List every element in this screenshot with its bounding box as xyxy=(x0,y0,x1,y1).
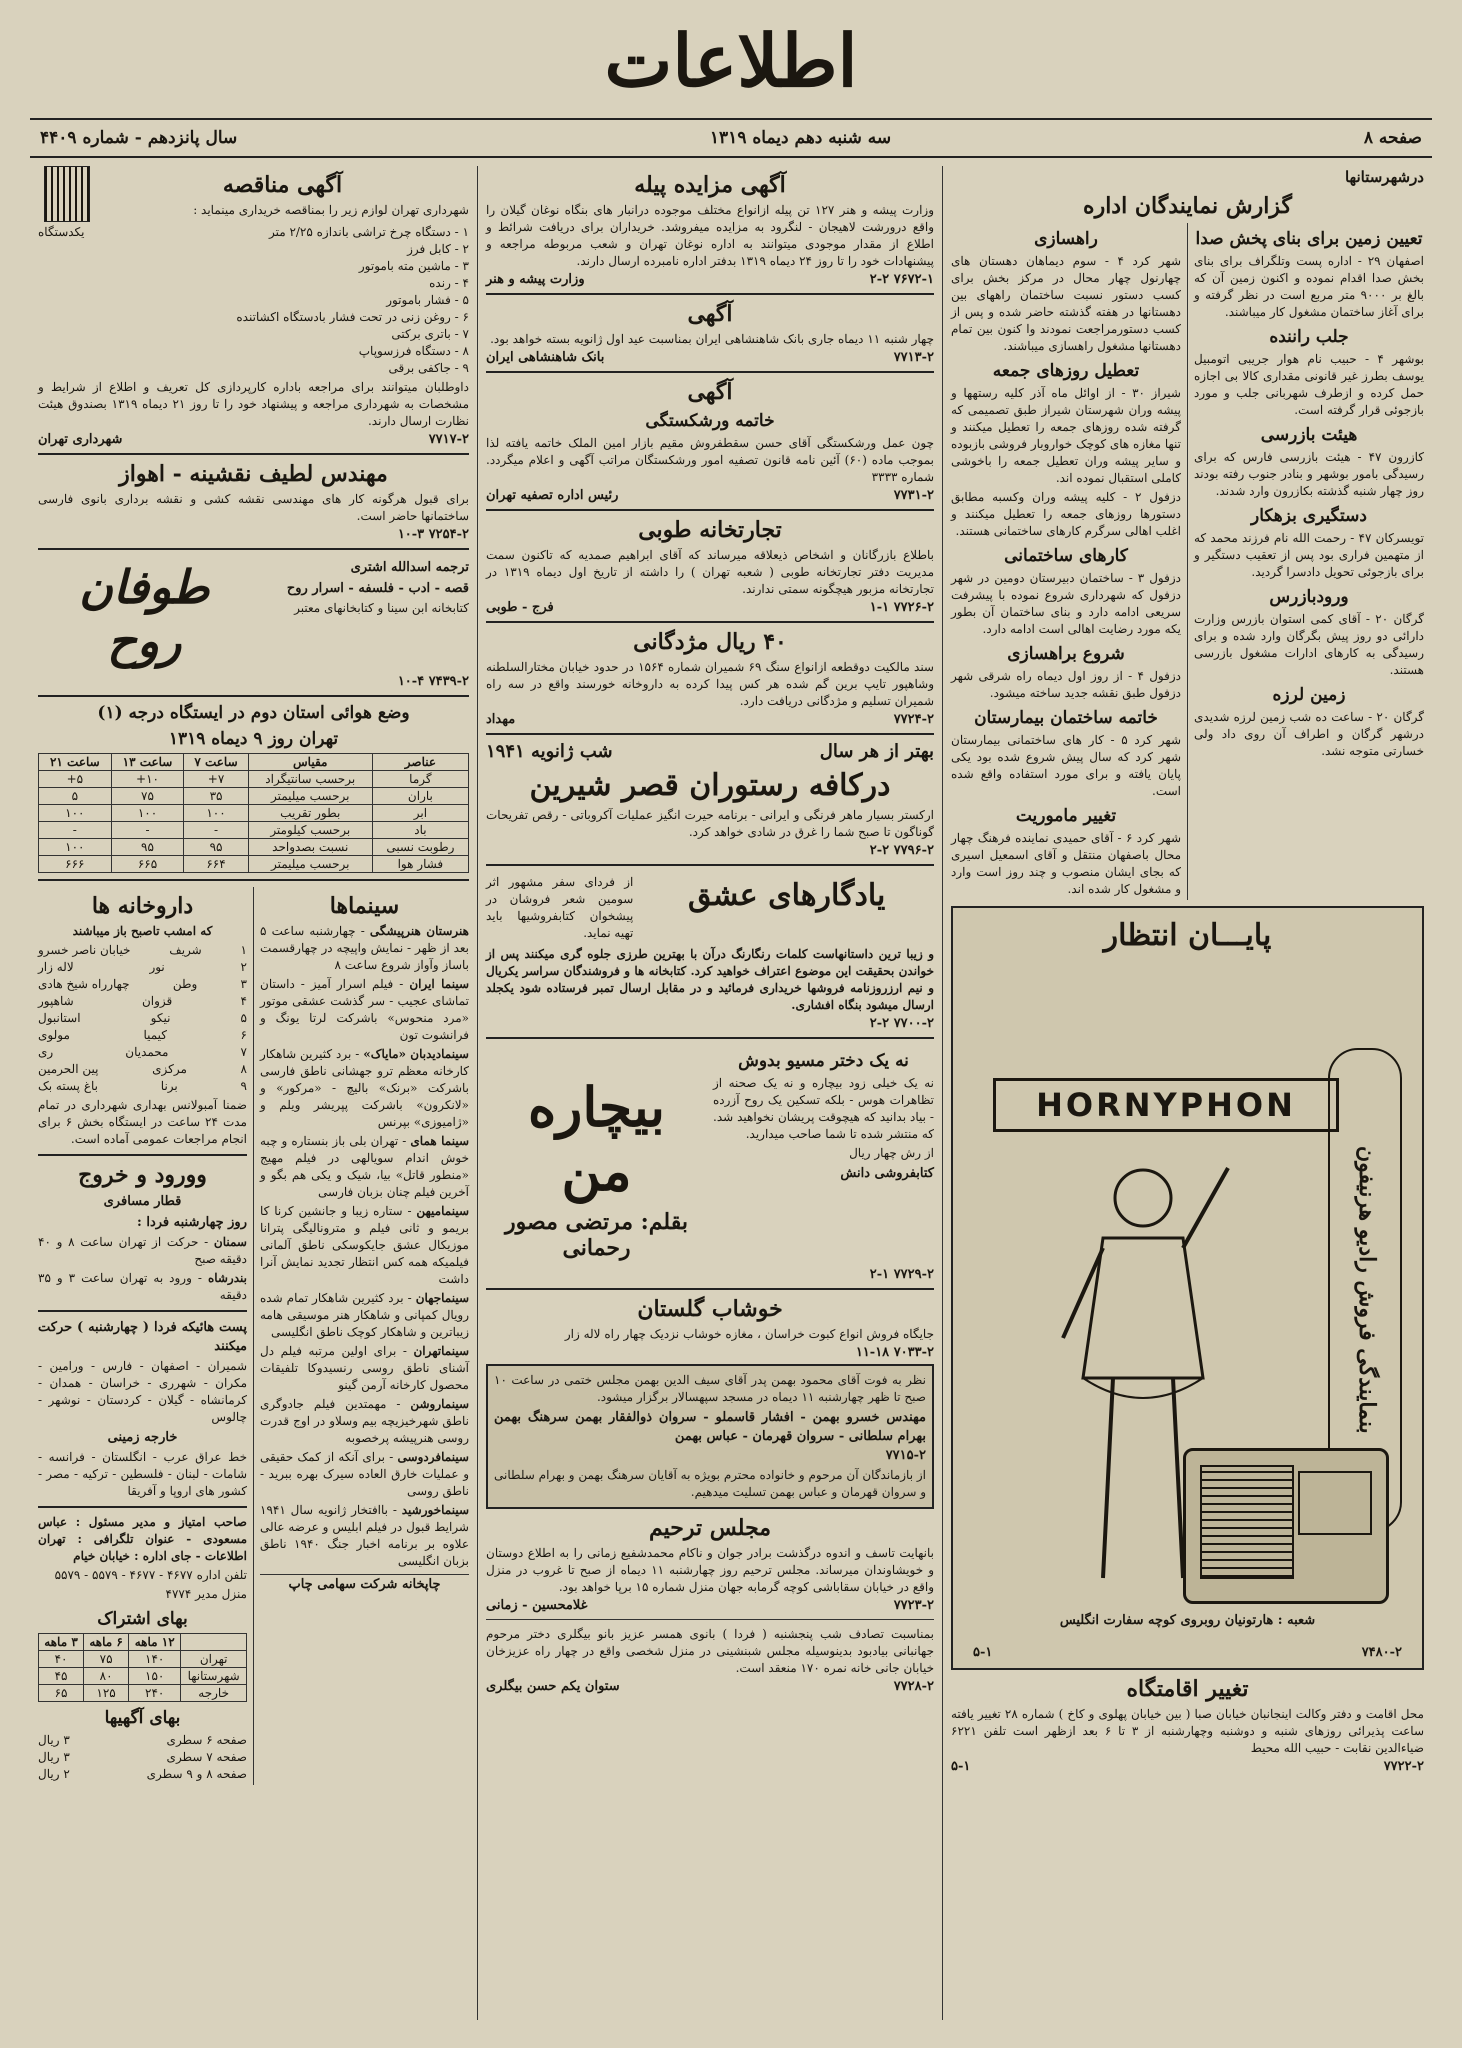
travel-title: وورود و خروج xyxy=(78,1162,207,1188)
travel-row: بندرشاه - ورود به تهران ساعت ۳ و ۳۵ دقیقه xyxy=(38,1271,247,1302)
pharmacies-subtitle: که امشب تاصبح باز میباشند xyxy=(72,924,213,938)
weather-table xyxy=(38,753,469,873)
book-ruh-code xyxy=(38,674,469,689)
news-heading: تعیین زمین برای بنای پخش صدا xyxy=(1195,229,1423,249)
memories-side-text: از فردای سفر مشهور اثر سومین شعر فروشان در پیشخوان کتابفروشیها باید تهیه نماید. xyxy=(486,875,634,940)
divider xyxy=(38,1154,247,1156)
news-text: بوشهر ۴ - حبیب نام هوار جریبی اتومبیل یوسف بطرز غیر قانونی مقداری کالا بی اجازه حمل کرده و ازطرف شهربانی جلب و مورد بازجوئی قرار گرفته است. xyxy=(1194,352,1424,417)
news-text: دزفول ۳ - ساختمان دبیرستان دومین در شهر دزفول که شهرداری شروع نموده با پیشرفت سریعی ادامه دارد و بنای ساختمان آن بطور یکه مورد رضایت اهالی است ادامه دارد. xyxy=(951,571,1181,636)
tender-intro: شهرداری تهران لوازم زیر را بمناقصه خریداری مینماید : xyxy=(193,203,469,217)
year-issue: سال پانزدهم - شماره ۴۴۰۹ xyxy=(40,128,238,148)
memories-text: و زیبا ترین داستانهاست کلمات رنگارنگ درآن با بهترین طرزی جلوه گری میکنند پس از خواندن بحقیقت این موضوع اعتراف خواهید کرد. کتابخانه ها و فروشندگان سراسر یکریال و نیم ارزروزنامه فروشها خریداری فرمائید و در مقابل ارسال تمبر فرستاده شود یکجلد ارسال میشود بنگاه افشاری. xyxy=(486,947,934,1012)
pharmacy-row: ۹ برنا باغ پسته بک xyxy=(38,1079,247,1093)
subscription-row: تهران ۱۴۰ ۷۵ ۴۰ xyxy=(39,1651,247,1668)
tender-text: داوطلبان میتوانند برای مراجعه باداره کارپردازی کل تعریف و اطلاع از شرایط و مشخصات به شهرداری مراجعه و پیشنهاد خود را تا روز ۲۱ دیماه ۱۳۱۹ بصندوق هیئت نظارت ارسال دارند. xyxy=(38,380,469,428)
tender-item: ۲ - کابل فرز xyxy=(407,242,469,256)
ad-title: تجارتخانه طوبی xyxy=(638,517,782,543)
divider xyxy=(38,879,469,881)
ad-title: آگهی مزایده پیله xyxy=(634,172,786,198)
travel-subtitle: قطار مسافری xyxy=(103,1194,182,1209)
subscription-title: بهای اشتراک xyxy=(97,1609,188,1629)
cinema-entry: سینماجهان - برد کثیرین شاهکار تمام شده رویال کمپانی و شاهکار هنر موسیقی هامه زیباترین و شاهکار کوچک ناطق انگلیسی xyxy=(260,1291,469,1339)
news-text: شیراز ۳۰ - از اوائل ماه آذر کلیه رستهها و پیشه وران شهرستان شیراز طبق تصمیمی که گرفته شده روزهای جمعه را تعطیل میکنند و تنها مغازه های کوچک خواروبار فروشی بازبوده و سایر پیشه وران تعطیل جمعه را باخوشی کاملی استقبال نموده اند. xyxy=(951,386,1181,485)
ad-signature: فرج - طوبی xyxy=(486,600,554,615)
ad-text: سند مالکیت دوقطعه ازانواع سنگ ۶۹ شمیران شماره ۱۵۶۴ در حدود خیابان مختارالسلطنه وشاهپور تایپ برین گم شده هر کس پیدا کرده به داروخانه خورسند واقع در سه راه شمیران تسلیم و مژدگانی دریافت دارد. xyxy=(486,660,934,708)
news-text: دزفول ۴ - از روز اول دیماه راه شرقی شهر دزفول طبق نقشه جدید ساخته میشود. xyxy=(951,669,1181,700)
news-text: اصفهان ۲۹ - اداره پست وتلگراف برای بنای بخش صدا اقدام نموده و اکنون زمین آن که بالغ بر ۹۰۰۰ متر مربع است در نظر گرفته و برای آغاز ساختمان مشغول کار میباشند. xyxy=(1194,254,1424,319)
translator: ترجمه اسدالله اشتری xyxy=(350,560,469,575)
tender-title: آگهی مناقصه xyxy=(222,172,343,198)
column-provinces xyxy=(942,166,1432,2020)
ad-title: آگهی xyxy=(687,379,733,405)
news-text: گرگان ۲۰ - ساعت ده شب زمین لرزه شدیدی درشهر گرگان و اطراف آن روی داد ولی خسارتی متوجه نشد. xyxy=(1194,710,1424,758)
book-ruh-ad xyxy=(38,556,469,672)
radio-illustration xyxy=(1183,1448,1389,1604)
services-column xyxy=(38,887,247,1785)
ad-code: ۷۶۷۲-۱ ۲-۲ xyxy=(869,272,934,287)
ad-code: ۷۴۸۰-۲ xyxy=(1361,1645,1402,1660)
ad-address: شعبه : هارتونیان روبروی کوچه سفارت انگلیس xyxy=(1059,1613,1316,1628)
ad-signature: رئیس اداره تصفیه تهران xyxy=(486,488,619,503)
pharmacies-title: داروخانه ها xyxy=(91,893,194,919)
tehran-municipality-emblem xyxy=(44,166,90,222)
weather-row: فشار هوا برحسب میلیمتر ۶۶۴ ۶۶۵ ۶۶۶ xyxy=(39,856,469,873)
news-text: کازرون ۴۷ - هیئت بازرسی فارس که برای رسیدگی بامور بوشهر و بنادر جنوب رفته بودند روز چهار شنبه گذشته بکازرون وارد شدند. xyxy=(1194,450,1424,498)
pharmacy-row: ۳ وطن چهارراه شیخ هادی xyxy=(38,977,247,991)
divider xyxy=(486,509,934,511)
ad-code: ۷۲۵۴-۲ ۱۰-۳ xyxy=(397,527,469,542)
news-text: شهر کرد ۴ - سوم دیماهان دهستان های چهارنول چهار محال در مرکز بخش برای کسب دستور نسبت ساختمان راههای بین دهستانها در هفته گذشته حاضر شده و پس از کسب دستورمراجعت نمودند وا کنون بین تمام دهستانها مشغول راهسازی میباشند. xyxy=(951,254,1181,353)
ad-footer xyxy=(486,712,934,727)
ad-text: چهار شنبه ۱۱ دیماه جاری بانک شاهنشاهی ایران بمناسبت عید اول ژانویه بسته خواهد بود. xyxy=(490,332,934,346)
divider xyxy=(486,1619,934,1620)
memories-side xyxy=(486,872,633,944)
ad-code: ۷۷۱۵-۲ xyxy=(885,1448,926,1463)
tender-footer xyxy=(38,432,469,447)
news-heading: خاتمه ساختمان بیمارستان xyxy=(974,708,1158,728)
book-title: بیچاره من xyxy=(527,1075,665,1203)
divider xyxy=(486,1288,934,1290)
pharmacy-list xyxy=(38,942,247,1095)
cinemas-title: سینماها xyxy=(329,893,400,919)
ad-code-row xyxy=(486,1345,934,1360)
book-ruh-logo: طوفان روح xyxy=(79,560,210,668)
ad-code: ۷۷۰۰-۲ ۲-۲ xyxy=(869,1016,934,1031)
memorial-title: مجلس ترحیم xyxy=(648,1515,772,1541)
news-heading: زمین لرزه xyxy=(1272,685,1346,705)
ad-title: ۴۰ ریال مژدگانی xyxy=(633,629,787,655)
travel-day: روز چهارشنبه فردا : xyxy=(137,1215,247,1230)
condolence-names: مهندس خسرو بهمن - افشار قاسملو - سروان ذوالفقار بهمن سرهنگ بهمن بهرام سلطانی - سروان قهرمان - عباس بهمن xyxy=(494,1410,926,1444)
cinema-entry: هنرستان هنرپیشگی - چهارشنبه ساعت ۵ بعد از ظهر - نمایش واپیچه در چهارقسمت باساز وآواز شروع ساعت ۸ xyxy=(260,924,469,972)
mail-title: پست هائیکه فردا ( چهارشنبه ) حرکت میکنند xyxy=(38,1320,247,1354)
news-text: تویسرکان ۴۷ - رحمت الله نام فرزند محمد که از متهمین فراری بود پس از تعقیب دستگیر و برای بازجوئی تحویل دادسرا گردید. xyxy=(1194,531,1425,579)
news-heading: دستگیری بزهکار xyxy=(1251,506,1367,526)
ad-rates-title: بهای آگهیها xyxy=(104,1708,181,1728)
memorial-footer xyxy=(486,1598,934,1613)
condolence-note: از بازماندگان آن مرحوم و خانواده محترم بویژه به آقایان سرهنگ بهمن و بهرام سلطانی و سروان قهرمان و عباس بهمن تسلیت میدهیم. xyxy=(493,1468,926,1499)
ad-text: جایگاه فروش انواع کبوت خراسان ، مغازه خوشاب نزدیک چهار راه لاله زار xyxy=(564,1327,934,1341)
tender-item: ۱ - دستگاه چرخ تراشی باندازه ۲/۲۵ متر یکدستگاه xyxy=(38,225,469,239)
ad-code: ۷۰۳۳-۲ ۱۱-۱۸ xyxy=(855,1345,934,1360)
news-heading: راهسازی xyxy=(1034,229,1098,249)
printer-credit: چاپخانه شرکت سهامی چاپ xyxy=(260,1574,469,1594)
ad-signature: بانک شاهنشاهی ایران xyxy=(486,350,605,365)
travel-row: سمنان - حرکت از تهران ساعت ۸ و ۴۰ دقیقه صبح xyxy=(38,1235,247,1266)
tender-items xyxy=(38,224,469,377)
cafe-title: درکافه رستوران قصر شیرین xyxy=(529,768,891,803)
masthead xyxy=(0,0,1462,120)
cafe-code xyxy=(486,843,934,858)
ad-footer xyxy=(486,272,934,287)
news-heading: ورودبازرس xyxy=(1269,587,1349,607)
subscription-header: ۱۲ ماهه ۶ ماهه ۳ ماهه xyxy=(39,1634,247,1651)
ad-code: ۷۴۳۹-۲ ۱۰-۴ xyxy=(397,674,469,689)
weather-row: باران برحسب میلیمتر ۳۵ ۷۵ ۵ xyxy=(39,788,469,805)
memories-main xyxy=(639,872,934,944)
ad-code: ۷۷۱۳-۲ xyxy=(893,350,934,365)
book-details xyxy=(713,1045,934,1265)
mail-foreign-text: خط عراق عرب - انگلستان - فرانسه - شامات - لبنان - فلسطین - ترکیه - مصر - کشور های اروپا و آفریقا xyxy=(38,1450,247,1498)
ad-rate-row: صفحه ۶ سطری ۳ ریال xyxy=(38,1733,247,1747)
pharmacy-row: ۷ محمدیان ری xyxy=(38,1045,247,1059)
column-ads xyxy=(477,166,942,2020)
cinema-entry: سینماتهران - برای اولین مرتبه فیلم دل آشنای ناطق روسی رنسیدوکا تلفیقات محصول کارخانه آرمن گینو xyxy=(260,1344,470,1392)
notice-title: تغییر اقامتگاه xyxy=(1126,1676,1249,1702)
publisher-phones: تلفن اداره ۴۶۷۷ - ۴۶۷۷ - ۵۵۷۹ - ۵۵۷۹ xyxy=(54,1568,247,1582)
memorial-text: بانهایت تاسف و اندوه درگذشت برادر جوان و ناکام محمدشفیع زمانی را به اطلاع دوستان و خویشاوندان میرساند. مجلس ترحیم روز چهارشنبه ۱۱ دیماه از صبح تا غروب در منزل واقع در خیابان سقاباشی کوچه گرمابه جهان منزل شماره ۱۵ برپا خواهد بود. xyxy=(486,1546,934,1594)
news-heading: کارهای ساختمانی xyxy=(1004,546,1128,566)
memories-code xyxy=(486,1016,934,1031)
divider xyxy=(486,293,934,295)
news-heading: تعطیل روزهای جمعه xyxy=(992,361,1140,381)
ad-code: ۷۷۲۸-۲ xyxy=(893,1679,934,1694)
news-heading: شروع براهسازی xyxy=(1007,644,1125,664)
cafe-date: شب ژانویه ۱۹۴۱ xyxy=(486,741,613,762)
emblem-block xyxy=(38,166,90,222)
report-title: گزارش نمایندگان اداره xyxy=(1083,193,1292,219)
tender-item: ۸ - دستگاه فرزسوپاپ xyxy=(358,344,469,358)
tender-item: ۶ - روغن زنی در تحت فشار بادستگاه اکشاتنده xyxy=(236,310,469,324)
pharmacy-row: ۸ مرکزی پین الحرمین xyxy=(38,1062,247,1076)
engineer-title: مهندس لطیف نقشینه - اهواز xyxy=(119,461,388,487)
divider xyxy=(38,548,469,550)
ad-footer xyxy=(486,600,934,615)
weather-row: باد برحسب کیلومتر - - - xyxy=(39,822,469,839)
weather-row: رطوبت نسبی نسبت بصدواحد ۹۵ ۹۵ ۱۰۰ xyxy=(39,839,469,856)
news-text: شهر کرد ۶ - آقای حمیدی نماینده فرهنگ چهار محال باصفهان منتقل و آقای اسمعیل اسیری که بجای ایشان منصوب و چند روز است وارد و مشغول کار شده اند. xyxy=(951,831,1181,896)
ad-text: وزارت پیشه و هنر ۱۲۷ تن پیله ازانواع مختلف موجوده درانبار های بنگاه نوغان گیلان را واقع درورشت لاهیجان - لنگرود به مزایده میفروشد. خریداران برای دریافت شرائط و اطلاع از مقدار موجودی میتوانند به اداره نوغان تهران و شعب مربوطه مراجعه و پیشنهادات خود را تا روز ۲۴ دیماه ۱۳۱۹ بدفتر اداره نامبرده ارسال دارند. xyxy=(486,203,934,268)
newspaper-title: اطلاعات xyxy=(604,17,858,103)
column-listings xyxy=(30,166,477,2020)
speaker-grille xyxy=(1200,1465,1294,1579)
news-heading: تغییر ماموریت xyxy=(1015,806,1117,826)
engineer-text: برای قبول هرگونه کار های مهندسی نقشه کشی و نقشه برداری بانوی فارسی ساختمانها حاضر است. xyxy=(38,492,469,523)
book-title-block xyxy=(486,1045,707,1265)
mail-foreign-title: خارجه زمینی xyxy=(107,1430,178,1445)
weather-row: ابر بطور تقریب ۱۰۰ ۱۰۰ ۱۰۰ xyxy=(39,805,469,822)
ad-codes xyxy=(973,1645,1402,1660)
ad-title: خوشاب گلستان xyxy=(637,1296,783,1322)
cinema-entry: سینما ایران - فیلم اسرار آمیز - داستان تماشای عجیب - سر گذشت عشقی موتور «مرد منحوس» باشرکت لرتا یونگ و فرانشوت تون xyxy=(260,977,469,1042)
weather-row: گرما برحسب سانتیگراد ۷+ ۱۰+ ۵+ xyxy=(39,771,469,788)
divider xyxy=(38,1310,247,1312)
book-text: نه یک خیلی زود بیچاره و نه یک صحنه از تظاهرات هوس - بلکه تسکین یک روح آزرده - بیاد بدانید که هیچوقت پریشان نخواهید شد. که منتشر شده تا شما صاحب میدارید. xyxy=(713,1076,934,1141)
book-price: از رش چهار ریال xyxy=(849,1146,934,1160)
tender-heading-block xyxy=(96,166,469,222)
pharmacy-row: ۱ شریف خیابان ناصر خسرو xyxy=(38,943,247,957)
notice-text: محل اقامت و دفتر وکالت اینجانبان خیابان صبا ( بین خیابان پهلوی و کاخ ) شماره ۲۸ تغییر یافته ساعت پذیرائی روزهای شنبه و دوشنبه وچهارشنبه از ۳ تا ۶ بعد ازظهر است تلفن ۶۲۲۱ ضیاءالدین نقابت - حبیب الله محیط xyxy=(951,1707,1424,1755)
pharmacy-row: ۴ قزوان شاهپور xyxy=(38,994,247,1008)
tender-item: ۴ - رنده xyxy=(429,276,469,290)
weather-title: وضع هوائی استان دوم در ایستگاه درجه (۱) xyxy=(97,703,410,723)
cinema-entry: سینماخورشید - باافتخار ژانویه سال ۱۹۴۱ شرایط قبول در فیلم ابلیس و عرضه عالی علاوه بر برنامه اخبار جنگ ۱۹۴۰ ناطق بزبان انگلیسی xyxy=(260,1503,470,1568)
memories-ad xyxy=(486,872,934,944)
memories-title: یادگارهای عشق xyxy=(687,878,886,913)
subscription-row: شهرستانها ۱۵۰ ۸۰ ۴۵ xyxy=(39,1668,247,1685)
condolence-code xyxy=(494,1448,926,1463)
notice-codes xyxy=(951,1759,1424,1774)
ad-text: باطلاع بازرگانان و اشخاص ذیعلاقه میرساند که آقای ابراهیم صمدیه که تاکنون سمت مدیریت دفتر تجارتخانه طوبی ( شعبه تهران ) را داشته از تاریخ اول دیماه ۱۳۱۹ در تجارتخانه مزبور هیچگونه سمتی ندارند. xyxy=(486,548,934,596)
ad-rate-row: صفحه ۷ سطری ۳ ریال xyxy=(38,1750,247,1764)
book-subtitle: قصه - ادب - فلسفه - اسرار روح xyxy=(286,581,469,596)
book-stores: کتابخانه ابن سینا و کتابخانهای معتبر xyxy=(294,601,469,615)
tender-item: ۳ - ماشین مته باموتور xyxy=(358,259,469,273)
cinema-entry: سینمامیهن - ستاره زیبا و جانشین کرنا کا بریمو و ثانی فیلم و مترونالیگی پترانا موزیکال عشق جایکوسکی ناطق آلمانی فیلمیکه همه کس انتظار تجدید نمایش آنرا داشت xyxy=(260,1204,469,1286)
tender-header xyxy=(38,166,469,222)
news-heading: جلب راننده xyxy=(1269,327,1349,347)
tender-item: ۹ - جاکفی برقی xyxy=(388,361,469,375)
section-label: درشهرستانها xyxy=(1344,168,1424,186)
notice-code: ۷۷۲۲-۲ xyxy=(1383,1759,1424,1774)
ad-rates-list xyxy=(38,1732,247,1783)
ad-footer xyxy=(486,350,934,365)
cinema-entry: سینما همای - تهران بلی باز بنستاره و چبه خوش اندام سویالهی در فیلم مهیج «منطور قاتل» بیا، شیک و یکی هم بگو و آخرین فیلم چنان بزبان فارسی xyxy=(260,1134,469,1199)
divider xyxy=(486,371,934,373)
gathering-footer xyxy=(486,1679,934,1694)
divider xyxy=(486,733,934,735)
news-text: دزفول ۲ - کلیه پیشه وران وکسبه مطابق دستورها روزهای جمعه را تعطیل میکنند و اغلب اهالی سرگرم کارهای ساختمانی هستند. xyxy=(951,490,1182,538)
ad-signature: مهداد xyxy=(486,712,516,727)
divider xyxy=(38,453,469,455)
ad-rate-row: صفحه ۸ و ۹ سطری ۲ ریال xyxy=(38,1767,247,1781)
divider xyxy=(486,1037,934,1039)
notice-code: ۵-۱ xyxy=(951,1759,971,1774)
date-bar xyxy=(30,118,1432,158)
book-ad xyxy=(486,1045,934,1265)
tender-item: ۷ - باتری برکتی xyxy=(391,327,469,341)
ad-code: ۷۷۹۶-۲ ۲-۲ xyxy=(869,843,934,858)
gathering-signature: ستوان یکم حسن بیگلری xyxy=(486,1679,620,1694)
ad-headline: پایـــان انتظار xyxy=(1103,918,1272,953)
book-ruh-logo-block xyxy=(38,556,251,672)
pharmacy-row: ۵ نیکو استانبول xyxy=(38,1011,247,1025)
column-divider xyxy=(253,887,254,1785)
ad-footer xyxy=(486,488,934,503)
ad-signature: وزارت پیشه و هنر xyxy=(486,272,585,287)
brand-logo: HORNYPHON xyxy=(993,1078,1339,1132)
ad-code: ۷۷۲۴-۲ xyxy=(893,712,934,727)
cinema-entry: سینمافردوسی - برای آنکه از کمک حقیقی و عملیات خارق العاده سیرک بهره ببرید - ناطق روسی xyxy=(260,1450,469,1498)
divider xyxy=(38,695,469,697)
engineer-code xyxy=(38,527,469,542)
issue-date: سه شنبه دهم دیماه ۱۳۱۹ xyxy=(709,128,892,148)
hornyphon-ad xyxy=(951,906,1424,1670)
pharmacy-row: ۶ کیمیا مولوی xyxy=(38,1028,247,1042)
divider xyxy=(486,621,934,623)
ad-code: ۵-۱ xyxy=(973,1645,993,1660)
ad-code: ۷۷۲۶-۲ ۱-۱ xyxy=(869,600,934,615)
condolence-box xyxy=(486,1364,934,1509)
subscription-table xyxy=(38,1633,247,1702)
divider xyxy=(486,864,934,866)
tender-signature: شهرداری تهران xyxy=(38,432,123,447)
gathering-text: بمناسبت تصادف شب پنجشنبه ( فردا ) بانوی همسر عزیز بانو بیگلری دختر مرحوم جهانبانی بیادبود بدینوسیله مجلس شبنشینی در منزل شخصی واقع در چهار راه عزیزخان خیابان جانی خانه نمره ۱۷۰ منعقد است. xyxy=(486,1627,934,1675)
ad-subtitle: خاتمه ورشکستگی xyxy=(645,411,775,431)
report-columns xyxy=(951,223,1424,900)
mail-text: شمیران - اصفهان - فارس - ورامین - مکران - شهرری - خراسان - همدان - کرمانشاه - گیلان - کردستان - نوشهر - چالوس xyxy=(38,1359,247,1424)
report-left xyxy=(951,223,1181,900)
ad-text: چون عمل ورشکستگی آقای حسن سقطفروش مقیم بازار امین الملک خاتمه یافته لذا بموجب ماده (۶۰) آئین نامه قانون تصفیه امور ورشکستگان مراتب آگهی و اعلام میگردد. شماره ۳۳۳۳ xyxy=(486,436,935,484)
pharmacy-row: ۲ نور لاله زار xyxy=(38,960,247,974)
ad-scroll-text: بنمایندگی فروش رادیو هرنیفون xyxy=(1328,1048,1402,1532)
cinema-entry: سینمادیدبان «مایاک» - برد کثیرین شاهکار کارخانه معظم ترو جهشانی ناطق فارسی باشرکت «برنک» بالیچ - «مرکور» و «لانکرون» باشرکت پپریشر ویلم و «ژامیوزی» بپرنس xyxy=(260,1047,469,1129)
report-right xyxy=(1194,223,1424,900)
book-ruh-info xyxy=(257,556,470,672)
weather-header-row: عناصر مقیاس ساعت ۷ ساعت ۱۳ ساعت ۲۱ xyxy=(39,754,469,771)
column-divider xyxy=(1187,223,1188,900)
ad-code: ۷۷۲۹-۲ ۲-۱ xyxy=(869,1267,934,1282)
subscription-row: خارجه ۲۴۰ ۱۲۵ ۶۵ xyxy=(39,1685,247,1702)
publisher-info: صاحب امتیاز و مدیر مسئول : عباس مسعودی - عنوان تلگرافی : تهران اطلاعات - جای اداره : خیابان خیام xyxy=(38,1515,247,1563)
cafe-top-line xyxy=(486,741,934,762)
news-heading: هیئت بازرسی xyxy=(1260,425,1358,445)
cinema-entry: سینماروشن - مهمتدین فیلم جادوگری ناطق شهرخیزیچه بیم وسلاو در اوج قدرت روسی هنرپیشه پرخصوبه xyxy=(260,1397,469,1445)
cafe-text: ارکستر بسیار ماهر فرنگی و ایرانی - برنامه حیرت انگیز عملیات آکروباتی - رقص تفریحات گوناگون تا صبح شما را غرق در شادی خواهد کرد. xyxy=(486,808,934,839)
cinema-column xyxy=(260,887,469,1785)
tender-item: ۵ - فشار باموتور xyxy=(386,293,469,307)
ad-title: آگهی xyxy=(687,301,733,327)
news-text: شهر کرد ۵ - کار های ساختمانی بیمارستان شهر کرد که سال پیش شروع شده بود یکی پایان یافته و برای مورد استفاده واقع شده است. xyxy=(951,733,1181,798)
divider xyxy=(38,1506,247,1508)
condolence-text: نظر به فوت آقای محمود بهمن پدر آقای سیف الدین بهمن مجلس ختمی در ساعت ۱۰ صبح تا ظهر چهارشنبه ۱۱ دیماه در مسجد سپهسالار برگزار میشود. xyxy=(494,1373,926,1404)
book-code xyxy=(486,1267,934,1282)
ad-code: ۷۷۳۱-۲ xyxy=(893,488,934,503)
editor-phone: منزل مدیر ۴۷۷۴ xyxy=(165,1587,247,1601)
book-side-title: نه یک دختر مسیو بدوش xyxy=(738,1051,909,1071)
listings-columns xyxy=(38,887,469,1785)
weather-subtitle: تهران روز ۹ دیماه ۱۳۱۹ xyxy=(168,729,339,749)
tuning-dial xyxy=(1298,1471,1372,1535)
page-number: صفحه ۸ xyxy=(1363,128,1422,148)
cafe-tagline: بهتر از هر سال xyxy=(819,741,934,762)
book-author: بقلم: مرتضی مصور رحمانی xyxy=(505,1209,688,1261)
ad-code: ۷۷۱۷-۲ xyxy=(428,432,469,447)
ambulance-note: ضمنا آمبولانس بهداری شهرداری در تمام مدت ۲۴ ساعت در ایستگاه بخش ۶ برای انجام مراجعات عمومی آماده است. xyxy=(38,1098,247,1146)
news-text: گرگان ۲۰ - آقای کمی استوان بازرس وزارت دارائی دو روز پیش بگرگان وارد شده و برای رسیدگی به کارهای ادارات مشغول بازرسی هستند. xyxy=(1194,612,1424,677)
book-shop: کتابفروشی دانش xyxy=(840,1166,934,1181)
memorial-signature: غلامحسین - زمانی xyxy=(486,1598,588,1613)
ad-code: ۷۷۲۳-۲ xyxy=(893,1598,934,1613)
